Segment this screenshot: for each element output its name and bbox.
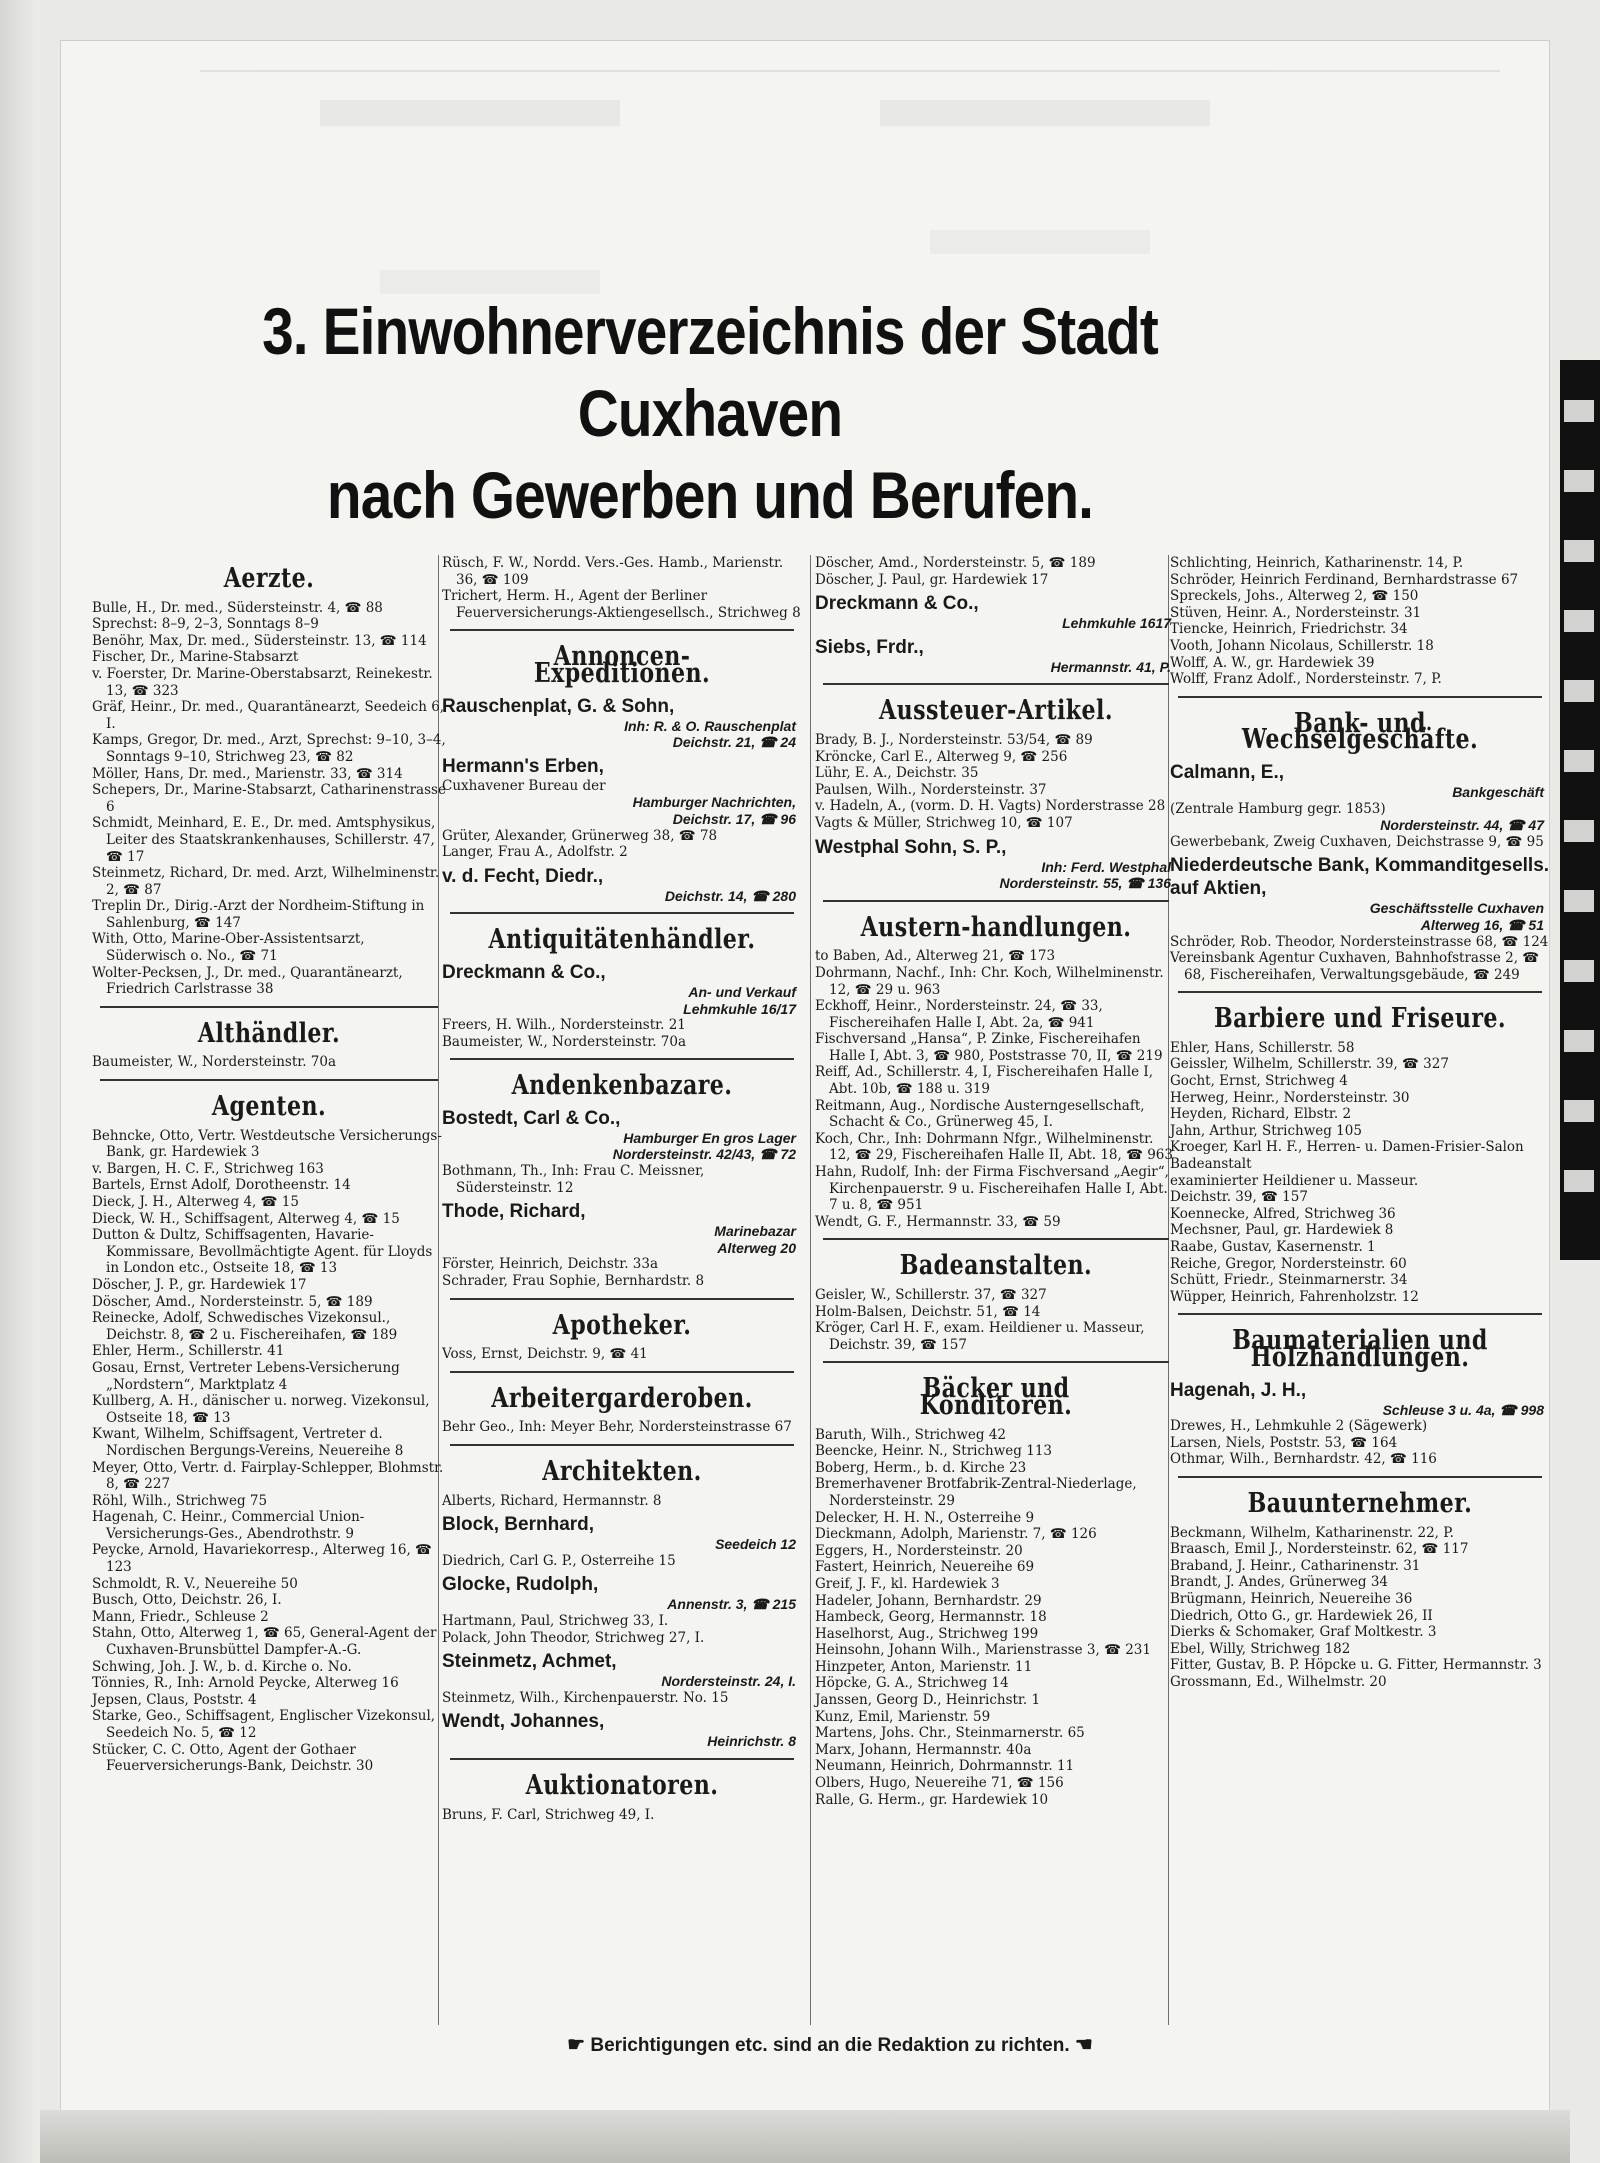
directory-entry: Schmoldt, R. V., Neuereihe 50 bbox=[92, 1575, 298, 1592]
directory-entry: Lühr, E. A., Deichstr. 35 bbox=[815, 765, 979, 782]
directory-entry: Mechsner, Paul, gr. Hardewiek 8 bbox=[1170, 1222, 1394, 1239]
directory-entry: Herweg, Heinr., Nordersteinstr. 30 bbox=[1170, 1089, 1410, 1106]
directory-entry: Martens, Johs. Chr., Steinmarnerstr. 65 bbox=[815, 1725, 1085, 1742]
section-rule bbox=[450, 629, 794, 631]
section-heading: Austern-handlungen. bbox=[860, 911, 1132, 943]
directory-entry: Steinmetz, Richard, Dr. med. Arzt, Wilhelminenstr. 2, ☎ 87 bbox=[92, 865, 440, 898]
directory-entry: Bremerhavener Brotfabrik-Zentral-Niederlage, Nordersteinstr. 29 bbox=[815, 1476, 1137, 1509]
directory-entry: Deichstr. 17, ☎ 96 bbox=[672, 810, 796, 827]
directory-section bbox=[1170, 1487, 1550, 1691]
directory-entry: Ehler, Hans, Schillerstr. 58 bbox=[1170, 1039, 1355, 1056]
directory-entry: Röhl, Wilh., Strichweg 75 bbox=[92, 1492, 268, 1509]
directory-entry: Nordersteinstr. 42/43, ☎ 72 bbox=[612, 1146, 796, 1163]
directory-entry: Koennecke, Alfred, Strichweg 36 bbox=[1170, 1205, 1396, 1222]
directory-entry: Nordersteinstr. 55, ☎ 136 bbox=[999, 875, 1171, 892]
directory-section bbox=[815, 911, 1177, 1241]
directory-section bbox=[442, 1769, 802, 1823]
directory-entry: Hadeler, Johann, Bernhardstr. 29 bbox=[815, 1592, 1042, 1609]
section-heading: Badeanstalten. bbox=[899, 1250, 1093, 1282]
directory-entry: Hermannstr. 41, P. bbox=[1050, 658, 1171, 675]
directory-entry: Trichert, Herm. H., Agent der Berliner Feuerversicherungs-Aktiengesellsch., Strichweg 8 bbox=[442, 588, 801, 621]
directory-entry: Mann, Friedr., Schleuse 2 bbox=[92, 1608, 269, 1625]
directory-entry: Treplin Dr., Dirig.-Arzt der Nordheim-Stiftung in Sahlenburg, ☎ 147 bbox=[92, 898, 425, 931]
directory-entry: Bostedt, Carl & Co., bbox=[442, 1107, 621, 1129]
directory-entry: Alterweg 20 bbox=[717, 1239, 796, 1256]
section-rule bbox=[450, 1444, 794, 1446]
directory-entry: Hagenah, C. Heinr., Commercial Union-Versicherungs-Ges., Abendrothstr. 9 bbox=[92, 1509, 365, 1542]
directory-entry: Diedrich, Carl G. P., Osterreihe 15 bbox=[442, 1552, 676, 1569]
directory-entry: Drewes, H., Lehmkuhle 2 (Sägewerk) bbox=[1170, 1418, 1428, 1435]
directory-entry: Gewerbebank, Zweig Cuxhaven, Deichstrasse 9, ☎ 95 bbox=[1170, 833, 1544, 850]
directory-section bbox=[92, 1017, 446, 1081]
section-heading: Aerzte. bbox=[223, 563, 315, 594]
directory-entry: Jepsen, Claus, Poststr. 4 bbox=[92, 1691, 257, 1708]
directory-entry: Block, Bernhard, bbox=[442, 1514, 595, 1536]
directory-entry: Bothmann, Th., Inh: Frau C. Meissner, Südersteinstr. 12 bbox=[442, 1163, 705, 1196]
section-heading: Architekten. bbox=[542, 1456, 702, 1487]
section-rule bbox=[450, 1298, 794, 1300]
directory-entry: Heyden, Richard, Elbstr. 2 bbox=[1170, 1106, 1352, 1123]
directory-entry: Beencke, Heinr. N., Strichweg 113 bbox=[815, 1443, 1053, 1460]
directory-entry: Gosau, Ernst, Vertreter Lebens-Versicherung „Nordstern“, Marktplatz 4 bbox=[92, 1359, 400, 1393]
directory-entry: Freers, H. Wilh., Nordersteinstr. 21 bbox=[442, 1017, 686, 1034]
directory-entry: Lehmkuhle 1617 bbox=[1062, 615, 1171, 632]
directory-section bbox=[815, 1373, 1177, 1808]
directory-entry: Paulsen, Wilh., Nordersteinstr. 37 bbox=[815, 781, 1047, 798]
directory-entry: Döscher, Amd., Nordersteinstr. 5, ☎ 189 bbox=[92, 1293, 373, 1310]
directory-entry: Hahn, Rudolf, Inh: der Firma Fischversand „Aegir“, Kirchenpauerstr. 9 u. Fischereihafen Halle I, Abt. 7 u. 8, ☎ 951 bbox=[815, 1164, 1169, 1214]
directory-entry: Schröder, Heinrich Ferdinand, Bernhardstrasse 67 bbox=[1170, 571, 1519, 588]
directory-entry: Eggers, H., Nordersteinstr. 20 bbox=[815, 1542, 1023, 1559]
directory-entry: Stücker, C. C. Otto, Agent der Gothaer Feuerversicherungs-Bank, Deichstr. 30 bbox=[92, 1741, 374, 1775]
directory-section bbox=[442, 641, 802, 914]
directory-entry: Janssen, Georg D., Heinrichstr. 1 bbox=[815, 1692, 1041, 1709]
column-divider bbox=[810, 555, 811, 2025]
section-heading: Apotheker. bbox=[552, 1309, 692, 1341]
directory-entry: Geissler, Wilhelm, Schillerstr. 39, ☎ 327 bbox=[1170, 1056, 1449, 1073]
directory-entry: Ebel, Willy, Strichweg 182 bbox=[1170, 1640, 1351, 1657]
directory-entry: Brady, B. J., Nordersteinstr. 53/54, ☎ 89 bbox=[815, 731, 1093, 748]
directory-entry: Inh: R. & O. Rauschenplat bbox=[624, 717, 796, 734]
directory-section bbox=[442, 555, 802, 631]
directory-entry: Jahn, Arthur, Strichweg 105 bbox=[1170, 1122, 1362, 1139]
page-footer bbox=[430, 2032, 1230, 2057]
directory-entry: Nordersteinstr. 44, ☎ 47 bbox=[1380, 817, 1544, 834]
directory-entry: Behr Geo., Inh: Meyer Behr, Nordersteinstrasse 67 bbox=[442, 1419, 792, 1436]
section-rule bbox=[450, 912, 794, 914]
directory-entry: Steinmetz, Achmet, bbox=[442, 1651, 617, 1673]
directory-entry: Gräf, Heinr., Dr. med., Quarantänearzt, Seedeich 6, I. bbox=[92, 699, 445, 732]
directory-entry: Westphal Sohn, S. P., bbox=[815, 836, 1007, 858]
directory-entry: Tiencke, Heinrich, Friedrichstr. 34 bbox=[1170, 621, 1408, 638]
directory-entry: Schütt, Friedr., Steinmarnerstr. 34 bbox=[1170, 1272, 1408, 1289]
directory-entry: Möller, Hans, Dr. med., Marienstr. 33, ☎ 314 bbox=[92, 765, 403, 782]
page-title bbox=[120, 290, 1300, 536]
directory-entry: Ralle, G. Herm., gr. Hardewiek 10 bbox=[815, 1791, 1049, 1808]
directory-entry: Geschäftsstelle Cuxhaven bbox=[1369, 900, 1544, 917]
directory-entry: v. Hadeln, A., (vorm. D. H. Vagts) Norderstrasse 28 bbox=[815, 798, 1166, 815]
directory-section bbox=[442, 1309, 802, 1373]
directory-entry: v. Foerster, Dr. Marine-Oberstabsarzt, Reinekestr. 13, ☎ 323 bbox=[92, 665, 433, 699]
directory-entry: Busch, Otto, Deichstr. 26, I. bbox=[92, 1592, 282, 1609]
directory-entry: Förster, Heinrich, Deichstr. 33a bbox=[442, 1256, 659, 1273]
directory-section bbox=[92, 563, 446, 1008]
directory-entry: Wendt, G. F., Hermannstr. 33, ☎ 59 bbox=[815, 1213, 1061, 1230]
directory-entry: Behncke, Otto, Vertr. Westdeutsche Versicherungs-Bank, gr. Hardewiek 3 bbox=[92, 1127, 442, 1161]
directory-entry: Starke, Geo., Schiffsagent, Englischer Vizekonsul, Seedeich No. 5, ☎ 12 bbox=[92, 1708, 436, 1741]
title-line-1: 3. Einwohnerverzeichnis der Stadt Cuxhaven bbox=[262, 294, 1158, 450]
directory-entry: Voss, Ernst, Deichstr. 9, ☎ 41 bbox=[442, 1346, 648, 1363]
section-rule bbox=[450, 1758, 794, 1760]
section-heading: Aussteuer-Artikel. bbox=[879, 695, 1113, 727]
directory-entry: Siebs, Frdr., bbox=[815, 636, 924, 658]
directory-entry: Reinecke, Adolf, Schwedisches Vizekonsul., Deichstr. 8, ☎ 2 u. Fischereihafen, ☎ 189 bbox=[92, 1310, 398, 1343]
directory-entry: Alberts, Richard, Hermannstr. 8 bbox=[442, 1492, 662, 1509]
directory-entry: Wüpper, Heinrich, Fahrenholzstr. 12 bbox=[1170, 1288, 1419, 1305]
directory-entry: Koch, Chr., Inh: Dohrmann Nfgr., Wilhelminenstr. 12, ☎ 29, Fischereihafen Halle II, Abt. 18, ☎ 963 bbox=[815, 1130, 1173, 1164]
directory-entry: Wolter-Pecksen, J., Dr. med., Quarantänearzt, Friedrich Carlstrasse 38 bbox=[92, 964, 403, 998]
directory-entry: Peycke, Arnold, Havariekorresp., Alterweg 16, ☎ 123 bbox=[92, 1542, 432, 1576]
directory-entry: Reitmann, Aug., Nordische Austerngesellschaft, Schacht & Co., Grünerweg 45, I. bbox=[815, 1097, 1145, 1131]
directory-entry: Langer, Frau A., Adolfstr. 2 bbox=[442, 844, 628, 861]
directory-entry: Beckmann, Wilhelm, Katharinenstr. 22, P. bbox=[1170, 1524, 1454, 1541]
directory-entry: v. Bargen, H. C. F., Strichweg 163 bbox=[92, 1160, 324, 1177]
section-heading: Agenten. bbox=[211, 1091, 327, 1123]
directory-entry: Boberg, Herm., b. d. Kirche 23 bbox=[815, 1459, 1027, 1476]
directory-entry: Badeanstalt bbox=[1170, 1156, 1252, 1173]
directory-entry: Seedeich 12 bbox=[715, 1536, 796, 1553]
directory-entry: Meyer, Otto, Vertr. d. Fairplay-Schlepper, Blohmstr. 8, ☎ 227 bbox=[92, 1459, 444, 1493]
directory-entry: Reiff, Ad., Schillerstr. 4, I, Fischereihafen Halle I, Abt. 10b, ☎ 188 u. 319 bbox=[815, 1064, 1154, 1098]
directory-entry: to Baben, Ad., Alterweg 21, ☎ 173 bbox=[815, 948, 1056, 965]
directory-entry: Reiche, Gregor, Nordersteinstr. 60 bbox=[1170, 1255, 1407, 1272]
directory-section bbox=[442, 1456, 802, 1760]
section-heading: Baumaterialien und Holzhandlungen. bbox=[1232, 1325, 1488, 1373]
directory-entry: Dieck, W. H., Schiffsagent, Alterweg 4, ☎ 15 bbox=[92, 1210, 400, 1227]
directory-entry: Thode, Richard, bbox=[442, 1201, 586, 1223]
section-rule bbox=[823, 900, 1169, 902]
directory-entry: Hambeck, Georg, Hermannstr. 18 bbox=[815, 1609, 1047, 1626]
directory-entry: Bruns, F. Carl, Strichweg 49, I. bbox=[442, 1806, 655, 1823]
section-heading: Arbeitergarderoben. bbox=[491, 1382, 753, 1414]
directory-entry: Schleuse 3 u. 4a, ☎ 998 bbox=[1382, 1401, 1544, 1418]
directory-entry: Niederdeutsche Bank, Kommanditgesells. auf Aktien, bbox=[1170, 855, 1550, 900]
scan-edge-bottom bbox=[40, 2110, 1570, 2163]
directory-entry: Deichstr. 39, ☎ 157 bbox=[1170, 1189, 1308, 1206]
directory-entry: Gocht, Ernst, Strichweg 4 bbox=[1170, 1073, 1348, 1090]
directory-entry: With, Otto, Marine-Ober-Assistentsarzt, Süderwisch o. No., ☎ 71 bbox=[92, 931, 365, 965]
directory-entry: Glocke, Rudolph, bbox=[442, 1574, 599, 1596]
section-heading: Antiquitätenhändler. bbox=[488, 924, 756, 956]
section-rule bbox=[1178, 1313, 1542, 1315]
directory-section bbox=[1170, 1003, 1550, 1315]
directory-entry: Polack, John Theodor, Strichweg 27, I. bbox=[442, 1629, 705, 1646]
directory-entry: Rauschenplat, G. & Sohn, bbox=[442, 695, 675, 717]
scan-edge-right bbox=[1560, 360, 1600, 1260]
directory-entry: Larsen, Niels, Poststr. 53, ☎ 164 bbox=[1170, 1434, 1398, 1451]
directory-entry: v. d. Fecht, Diedr., bbox=[442, 865, 604, 887]
section-rule bbox=[823, 683, 1169, 685]
directory-entry: Döscher, J. P., gr. Hardewiek 17 bbox=[92, 1276, 307, 1293]
directory-section bbox=[1170, 1325, 1550, 1478]
directory-entry: Delecker, H. H. N., Osterreihe 9 bbox=[815, 1509, 1035, 1526]
directory-entry: Schlichting, Heinrich, Katharinenstr. 14, P. bbox=[1170, 555, 1464, 571]
directory-section bbox=[442, 1070, 802, 1299]
column-2 bbox=[442, 555, 802, 2015]
directory-entry: Kröncke, Carl E., Alterweg 9, ☎ 256 bbox=[815, 748, 1068, 765]
section-heading: Annoncen-Expeditionen. bbox=[533, 641, 711, 689]
directory-entry: Cuxhavener Bureau der bbox=[442, 777, 606, 794]
directory-entry: Lehmkuhle 16/17 bbox=[683, 1000, 796, 1017]
directory-entry: Deichstr. 14, ☎ 280 bbox=[664, 887, 796, 904]
directory-entry: An- und Verkauf bbox=[688, 983, 796, 1000]
directory-entry: Vereinsbank Agentur Cuxhaven, Bahnhofstrasse 2, ☎ 68, Fischereihafen, Verwaltungsgebäude, ☎ 249 bbox=[1170, 950, 1540, 983]
directory-section bbox=[815, 555, 1177, 685]
directory-entry: Brügmann, Heinrich, Neuereihe 36 bbox=[1170, 1590, 1413, 1607]
directory-entry: Steinmetz, Wilh., Kirchenpauerstr. No. 15 bbox=[442, 1689, 729, 1706]
directory-entry: Baumeister, W., Nordersteinstr. 70a bbox=[442, 1033, 687, 1050]
directory-entry: Vagts & Müller, Strichweg 10, ☎ 107 bbox=[815, 814, 1073, 831]
column-1 bbox=[92, 555, 446, 2015]
directory-entry: Hamburger Nachrichten, bbox=[632, 794, 796, 811]
directory-entry: examinierter Heildiener u. Masseur. bbox=[1170, 1172, 1419, 1189]
section-rule bbox=[100, 1006, 438, 1008]
directory-entry: Baruth, Wilh., Strichweg 42 bbox=[815, 1426, 1007, 1443]
directory-section bbox=[815, 695, 1177, 901]
directory-entry: Bulle, H., Dr. med., Südersteinstr. 4, ☎ 88 bbox=[92, 599, 383, 616]
directory-entry: Dreckmann & Co., bbox=[815, 593, 979, 615]
directory-entry: Schrader, Frau Sophie, Bernhardstr. 8 bbox=[442, 1273, 705, 1290]
section-rule bbox=[1178, 991, 1542, 993]
directory-entry: Grüter, Alexander, Grünerweg 38, ☎ 78 bbox=[442, 827, 718, 844]
directory-entry: Heinsohn, Johann Wilh., Marienstrasse 3, ☎ 231 bbox=[815, 1642, 1151, 1659]
directory-entry: Deichstr. 21, ☎ 24 bbox=[672, 734, 796, 751]
section-heading: Auktionatoren. bbox=[525, 1769, 719, 1801]
directory-entry: Wendt, Johannes, bbox=[442, 1711, 605, 1733]
directory-entry: Wolff, Franz Adolf., Nordersteinstr. 7, P. bbox=[1170, 671, 1442, 688]
directory-entry: Ehler, Herm., Schillerstr. 41 bbox=[92, 1343, 285, 1360]
directory-entry: Dreckmann & Co., bbox=[442, 961, 606, 983]
directory-entry: Calmann, E., bbox=[1170, 761, 1285, 783]
section-rule bbox=[100, 1079, 438, 1081]
directory-entry: Othmar, Wilh., Bernhardstr. 42, ☎ 116 bbox=[1170, 1451, 1437, 1468]
directory-entry: Kwant, Wilhelm, Schiffsagent, Vertreter d. Nordischen Bergungs-Vereins, Neuereihe 8 bbox=[92, 1426, 404, 1459]
section-heading: Althändler. bbox=[197, 1017, 341, 1049]
directory-entry: Döscher, J. Paul, gr. Hardewiek 17 bbox=[815, 571, 1049, 588]
directory-entry: Kullberg, A. H., dänischer u. norweg. Vizekonsul, Ostseite 18, ☎ 13 bbox=[92, 1393, 430, 1426]
directory-entry: Grossmann, Ed., Wilhelmstr. 20 bbox=[1170, 1673, 1387, 1690]
section-rule bbox=[450, 1058, 794, 1060]
section-heading: Barbiere und Friseure. bbox=[1213, 1003, 1507, 1035]
directory-entry: Dierks & Schomaker, Graf Moltkestr. 3 bbox=[1170, 1624, 1437, 1641]
directory-entry: Nordersteinstr. 24, I. bbox=[661, 1673, 796, 1690]
directory-section bbox=[1170, 707, 1550, 994]
pointing-hand-left-icon: ☛ bbox=[567, 2034, 586, 2056]
directory-entry: Dutton & Dultz, Schiffsagenten, Havarie-Kommissare, Bevollmächtigte Agent. für Lloyds in London etc., Ostseite 18, ☎ 13 bbox=[92, 1227, 433, 1277]
section-rule bbox=[823, 1238, 1169, 1240]
section-rule bbox=[1178, 1476, 1542, 1478]
directory-entry: Kroeger, Karl H. F., Herren- u. Damen-Frisier-Salon bbox=[1170, 1139, 1524, 1156]
directory-entry: Sprechst: 8–9, 2–3, Sonntags 8–9 bbox=[92, 616, 319, 633]
directory-entry: Annenstr. 3, ☎ 215 bbox=[667, 1596, 796, 1613]
directory-entry: Eckhoff, Heinr., Nordersteinstr. 24, ☎ 33, Fischereihafen Halle I, Abt. 2a, ☎ 941 bbox=[815, 998, 1103, 1031]
directory-entry: Vooth, Johann Nicolaus, Schillerstr. 18 bbox=[1170, 637, 1434, 654]
section-heading: Bauunternehmer. bbox=[1247, 1487, 1473, 1519]
directory-entry: Döscher, Amd., Nordersteinstr. 5, ☎ 189 bbox=[815, 555, 1096, 571]
directory-entry: Alterweg 16, ☎ 51 bbox=[1420, 916, 1544, 933]
directory-entry: Fischversand „Hansa“, P. Zinke, Fischereihafen Halle I, Abt. 3, ☎ 980, Poststrasse 70, II, ☎ 219 bbox=[815, 1031, 1163, 1064]
directory-entry: Olbers, Hugo, Neuereihe 71, ☎ 156 bbox=[815, 1775, 1064, 1792]
section-heading: Bäcker und Konditoren. bbox=[919, 1373, 1073, 1421]
directory-entry: Schröder, Rob. Theodor, Nordersteinstrasse 68, ☎ 124 bbox=[1170, 933, 1549, 950]
section-heading: Andenkenbazare. bbox=[511, 1070, 733, 1102]
directory-entry: Bankgeschäft bbox=[1452, 783, 1544, 800]
directory-entry: Schwing, Joh. J. W., b. d. Kirche o. No. bbox=[92, 1658, 352, 1675]
section-heading: Bank- und Wechselgeschäfte. bbox=[1241, 707, 1479, 756]
directory-entry: Braband, J. Heinr., Catharinenstr. 31 bbox=[1170, 1557, 1421, 1574]
title-line-2: nach Gewerben und Berufen. bbox=[326, 458, 1094, 532]
directory-section bbox=[815, 1250, 1177, 1363]
directory-entry: Schmidt, Meinhard, E. E., Dr. med. Amtsphysikus, Leiter des Staatskrankenhauses, Schillerstr. 47, ☎ 17 bbox=[92, 815, 436, 865]
directory-entry: Fastert, Heinrich, Neuereihe 69 bbox=[815, 1559, 1035, 1576]
directory-entry: Marx, Johann, Hermannstr. 40a bbox=[815, 1741, 1032, 1758]
directory-entry: Fischer, Dr., Marine-Stabsarzt bbox=[92, 649, 299, 666]
directory-entry: Dieckmann, Adolph, Marienstr. 7, ☎ 126 bbox=[815, 1526, 1097, 1543]
directory-entry: Holm-Balsen, Deichstr. 51, ☎ 14 bbox=[815, 1303, 1041, 1320]
directory-entry: Fitter, Gustav, B. P. Höpcke u. G. Fitter, Hermannstr. 3 bbox=[1170, 1657, 1542, 1674]
directory-entry: Bartels, Ernst Adolf, Dorotheenstr. 14 bbox=[92, 1177, 351, 1194]
directory-entry: Spreckels, Johs., Alterweg 2, ☎ 150 bbox=[1170, 588, 1419, 605]
directory-entry: Kröger, Carl H. F., exam. Heildiener u. Masseur, Deichstr. 39, ☎ 157 bbox=[815, 1320, 1145, 1353]
directory-entry: Marinebazar bbox=[714, 1223, 796, 1240]
directory-entry: Kamps, Gregor, Dr. med., Arzt, Sprechst: 9–10, 3–4, Sonntags 9–10, Strichweg 23, ☎ 82 bbox=[92, 732, 446, 765]
directory-entry: Neumann, Heinrich, Dohrmannstr. 11 bbox=[815, 1758, 1075, 1775]
directory-entry: Stahn, Otto, Alterweg 1, ☎ 65, General-Agent der Cuxhaven-Brunsbüttel Dampfer-A.-G. bbox=[92, 1625, 437, 1659]
directory-entry: Rüsch, F. W., Nordd. Vers.-Ges. Hamb., Marienstr. 36, ☎ 109 bbox=[442, 555, 784, 588]
directory-entry: Schepers, Dr., Marine-Stabsarzt, Catharinenstrasse 6 bbox=[92, 782, 446, 815]
directory-entry: Kunz, Emil, Marienstr. 59 bbox=[815, 1708, 991, 1725]
directory-entry: Stüven, Heinr. A., Nordersteinstr. 31 bbox=[1170, 604, 1422, 621]
directory-section bbox=[1170, 555, 1550, 698]
scan-edge-left bbox=[0, 0, 40, 2163]
column-4 bbox=[1170, 555, 1550, 2015]
footer-note: Berichtigungen etc. sind an die Redaktion zu richten. bbox=[590, 2035, 1070, 2056]
directory-entry: Hermann's Erben, bbox=[442, 755, 604, 777]
directory-entry: Hamburger En gros Lager bbox=[623, 1129, 796, 1146]
directory-entry: Diedrich, Otto G., gr. Hardewiek 26, II bbox=[1170, 1607, 1433, 1624]
pointing-hand-right-icon: ☚ bbox=[1074, 2034, 1093, 2056]
directory-entry: Greif, J. F., kl. Hardewiek 3 bbox=[815, 1575, 1000, 1592]
directory-entry: Heinrichstr. 8 bbox=[707, 1733, 796, 1750]
directory-entry: (Zentrale Hamburg gegr. 1853) bbox=[1170, 800, 1386, 817]
directory-entry: Haselhorst, Aug., Strichweg 199 bbox=[815, 1625, 1039, 1642]
directory-entry: Hartmann, Paul, Strichweg 33, I. bbox=[442, 1612, 669, 1629]
directory-entry: Raabe, Gustav, Kasernenstr. 1 bbox=[1170, 1239, 1376, 1255]
directory-entry: Baumeister, W., Nordersteinstr. 70a bbox=[92, 1054, 337, 1071]
directory-entry: Höpcke, G. A., Strichweg 14 bbox=[815, 1675, 1009, 1692]
directory-entry: Hagenah, J. H., bbox=[1170, 1379, 1307, 1401]
directory-entry: Benöhr, Max, Dr. med., Südersteinstr. 13, ☎ 114 bbox=[92, 632, 427, 649]
directory-section bbox=[92, 1091, 446, 1775]
directory-entry: Dieck, J. H., Alterweg 4, ☎ 15 bbox=[92, 1194, 299, 1210]
directory-entry: Brandt, J. Andes, Grünerweg 34 bbox=[1170, 1574, 1389, 1591]
directory-entry: Inh: Ferd. Westphal bbox=[1041, 858, 1171, 875]
column-3 bbox=[815, 555, 1177, 2015]
directory-entry: Wolff, A. W., gr. Hardewiek 39 bbox=[1170, 654, 1375, 671]
section-rule bbox=[1178, 696, 1542, 698]
section-rule bbox=[823, 1361, 1169, 1363]
directory-section bbox=[442, 924, 802, 1060]
directory-entry: Geisler, W., Schillerstr. 37, ☎ 327 bbox=[815, 1287, 1047, 1303]
directory-entry: Dohrmann, Nachf., Inh: Chr. Koch, Wilhelminenstr. 12, ☎ 29 u. 963 bbox=[815, 964, 1164, 998]
directory-entry: Tönnies, R., Inh: Arnold Peycke, Alterweg 16 bbox=[92, 1675, 399, 1692]
section-rule bbox=[450, 1371, 794, 1373]
directory-entry: Hinzpeter, Anton, Marienstr. 11 bbox=[815, 1658, 1033, 1675]
directory-entry: Braasch, Emil J., Nordersteinstr. 62, ☎ 117 bbox=[1170, 1541, 1469, 1558]
directory-section bbox=[442, 1382, 802, 1446]
